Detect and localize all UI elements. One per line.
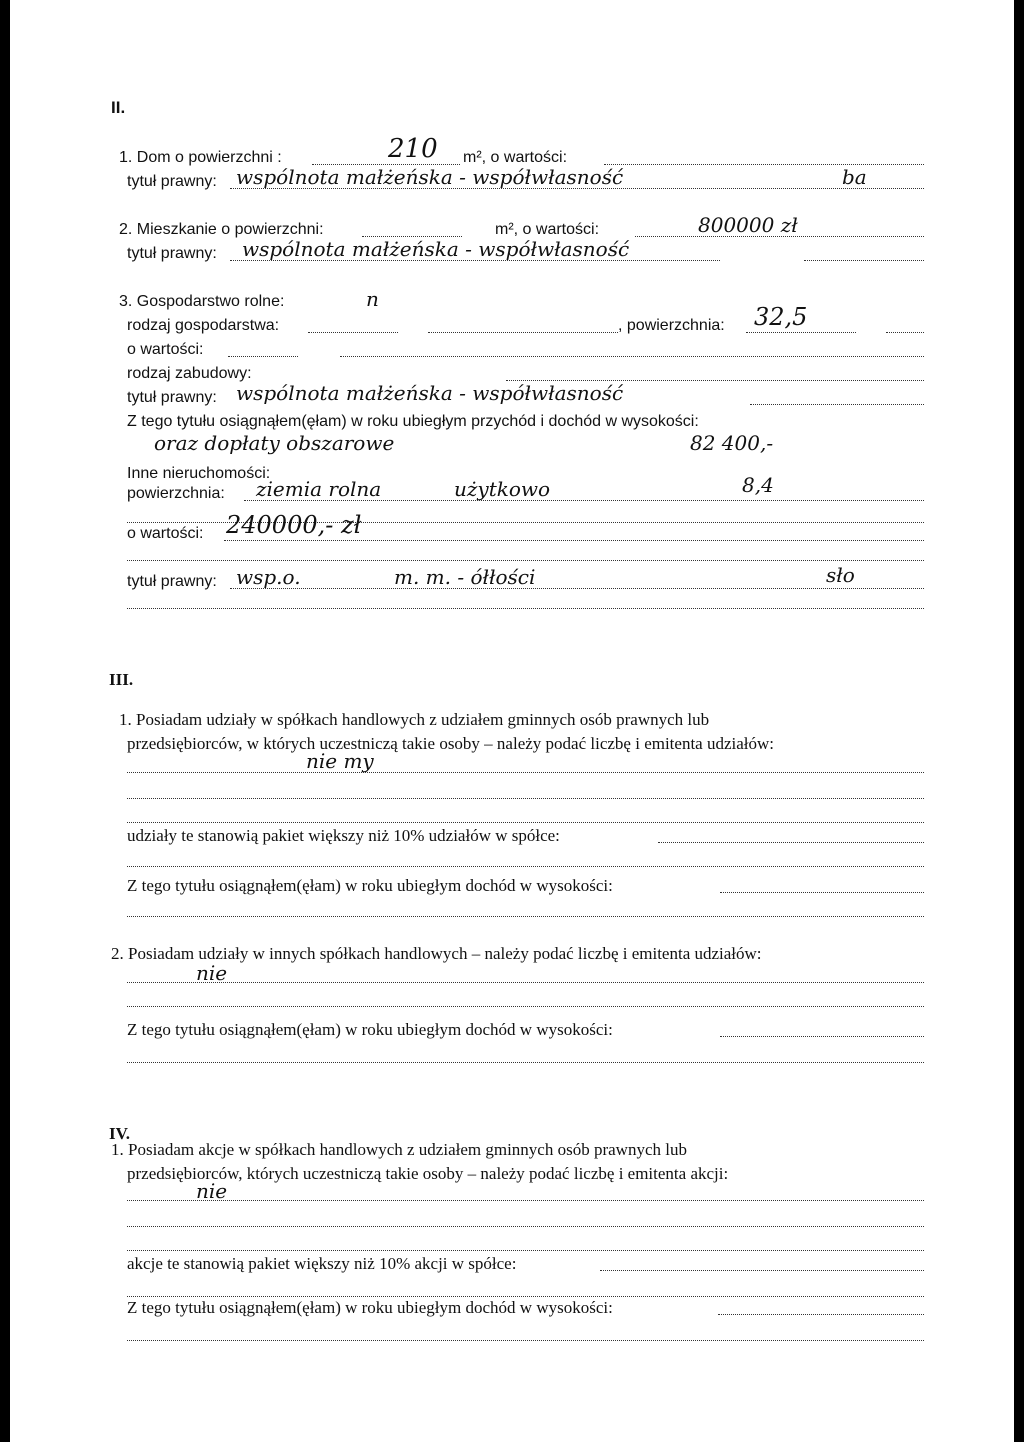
farm-income-amount: 82 400,-: [690, 431, 774, 455]
sec3-p1-dots-3: [127, 822, 924, 823]
farm-value-dots: [228, 356, 298, 357]
sec3-p2-handwritten: nie: [196, 961, 228, 985]
farm-income-handwritten: oraz dopłaty obszarowe: [154, 431, 395, 455]
other-area-handwritten: ziemia rolna: [256, 477, 382, 501]
other-title-dots: [230, 588, 924, 589]
sec3-income2-label: Z tego tytułu osiągnąłem(ęłam) w roku ubiegłym dochód w wysokości:: [127, 1020, 613, 1039]
section-heading-iii: III.: [109, 670, 134, 689]
other-label: Inne nieruchomości:: [127, 465, 271, 482]
sec3-share-dots: [658, 842, 924, 843]
other-area-handwritten-3: 8,4: [742, 473, 774, 497]
house-value-dots: [604, 164, 924, 165]
farm-type-dots-2: [428, 332, 618, 333]
other-value-handwritten: 240000,- zł: [226, 511, 362, 539]
farm-value-dots-2: [340, 356, 924, 357]
other-blank-dots-3: [127, 608, 924, 609]
farm-title-handwritten: wspólnota małżeńska - współwłasność: [236, 381, 624, 405]
sec3-p2-dots-2: [127, 1006, 924, 1007]
sec4-p1-dots-3: [127, 1250, 924, 1251]
house-label: 1. Dom o powierzchni :: [119, 149, 282, 166]
sec3-share-label: udziały te stanowią pakiet większy niż 10% udziałów w spółce:: [127, 826, 560, 845]
apartment-value-handwritten: 800000 zł: [698, 213, 798, 237]
sec3-income2-dots-2: [127, 1062, 924, 1063]
house-area-handwritten: 210: [388, 134, 438, 164]
section-heading-ii: II.: [111, 98, 126, 117]
sec3-p2-dots-1: [127, 982, 924, 983]
other-blank-dots-2: [127, 560, 924, 561]
farm-title-dots: [750, 404, 924, 405]
sec3-income-dots-2: [127, 916, 924, 917]
sec3-income-dots: [720, 892, 924, 893]
farm-building-label: rodzaj zabudowy:: [127, 365, 252, 382]
farm-label: 3. Gospodarstwo rolne:: [119, 293, 285, 310]
section-heading-iv: IV.: [109, 1124, 130, 1143]
farm-handwritten-mark: n: [366, 287, 379, 311]
sec4-p1-dots-2: [127, 1226, 924, 1227]
sec3-p2-line: 2. Posiadam udziały w innych spółkach handlowych – należy podać liczbę i emitenta udziałów:: [111, 944, 762, 963]
apartment-title-label: tytuł prawny:: [127, 245, 217, 262]
sec3-p1-line1: 1. Posiadam udziały w spółkach handlowych z udziałem gminnych osób prawnych lub: [119, 710, 710, 729]
sec3-p1-dots-1: [127, 772, 924, 773]
other-title-handwritten: wsp.o.: [236, 565, 301, 589]
house-unit-value-label: m², o wartości:: [463, 149, 568, 166]
farm-area-dots-2: [886, 332, 924, 333]
farm-type-dots: [308, 332, 398, 333]
sec3-p1-handwritten: nie my: [306, 749, 374, 773]
farm-area-handwritten: 32,5: [754, 303, 808, 331]
sec4-income-dots: [718, 1314, 924, 1315]
sec3-income-label: Z tego tytułu osiągnąłem(ęłam) w roku ubiegłym dochód w wysokości:: [127, 876, 613, 895]
sec4-p1-line2: przedsiębiorców, których uczestniczą takie osoby – należy podać liczbę i emitenta akcji:: [127, 1164, 729, 1183]
other-value-dots: [224, 540, 924, 541]
apartment-title-dots-2: [804, 260, 924, 261]
farm-title-label: tytuł prawny:: [127, 389, 217, 406]
other-value-label: o wartości:: [127, 525, 204, 542]
sec4-p1-line1: 1. Posiadam akcje w spółkach handlowych z udziałem gminnych osób prawnych lub: [111, 1140, 687, 1159]
farm-income-label: Z tego tytułu osiągnąłem(ęłam) w roku ubiegłym przychód i dochód w wysokości:: [127, 413, 699, 430]
other-title-label: tytuł prawny:: [127, 573, 217, 590]
farm-area-label: , powierzchnia:: [618, 317, 725, 334]
house-title-label: tytuł prawny:: [127, 173, 217, 190]
sec3-share-dots-2: [127, 866, 924, 867]
sec4-p1-handwritten: nie: [196, 1179, 228, 1203]
sec4-share-dots-2: [127, 1296, 924, 1297]
farm-value-label: o wartości:: [127, 341, 204, 358]
other-title-handwritten-3: sło: [826, 563, 855, 587]
other-title-handwritten-2: m. m. - ółłości: [394, 565, 536, 589]
farm-type-label: rodzaj gospodarstwa:: [127, 317, 280, 334]
sec4-share-label: akcje te stanowią pakiet większy niż 10% akcji w spółce:: [127, 1254, 517, 1273]
apartment-title-handwritten: wspólnota małżeńska - współwłasność: [242, 237, 630, 261]
farm-area-dots: [746, 332, 856, 333]
sec4-share-dots: [600, 1270, 924, 1271]
house-title-handwritten-2: ba: [842, 165, 867, 189]
sec4-income-dots-2: [127, 1340, 924, 1341]
sec4-income-label: Z tego tytułu osiągnąłem(ęłam) w roku ubiegłym dochód w wysokości:: [127, 1298, 613, 1317]
sec4-p1-dots-1: [127, 1200, 924, 1201]
other-area-handwritten-2: użytkowo: [454, 477, 551, 501]
sec3-income2-dots: [720, 1036, 924, 1037]
other-area-label: powierzchnia:: [127, 485, 225, 502]
house-title-handwritten: wspólnota małżeńska - współwłasność: [236, 165, 624, 189]
apartment-label: 2. Mieszkanie o powierzchni:: [119, 221, 324, 238]
declaration-page: [10, 0, 1014, 1442]
sec3-p1-dots-2: [127, 798, 924, 799]
apartment-unit-value-label: m², o wartości:: [495, 221, 600, 238]
sec3-p1-line2: przedsiębiorców, w których uczestniczą takie osoby – należy podać liczbę i emitenta udziałów:: [127, 734, 775, 753]
